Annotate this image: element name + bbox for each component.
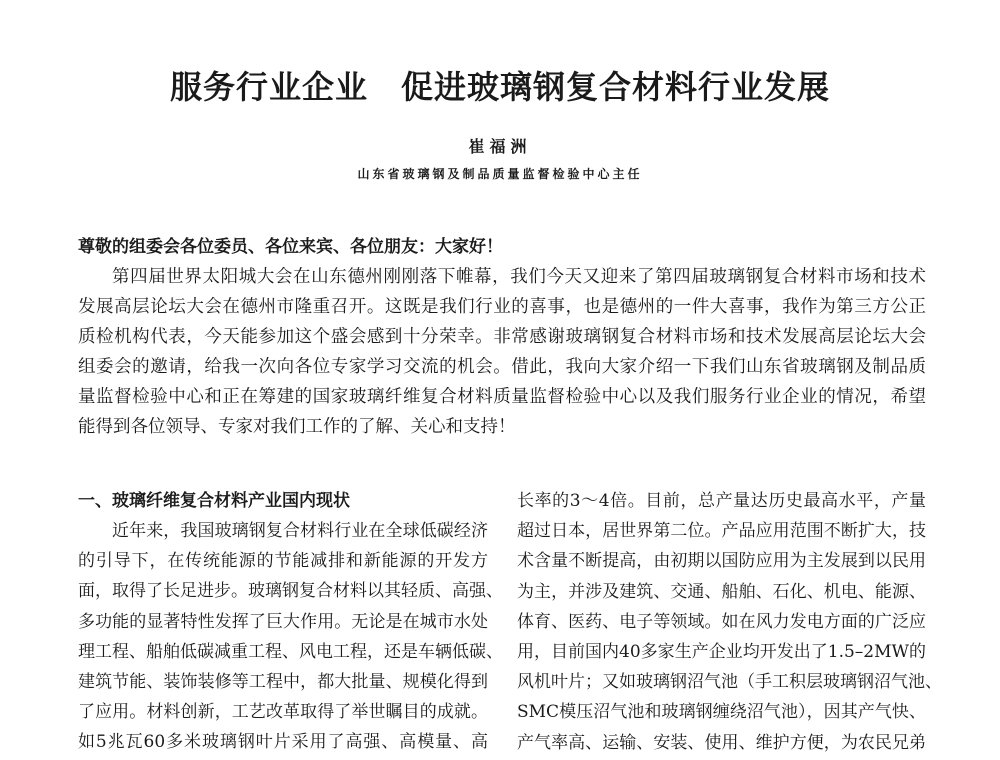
right-column	[517, 486, 942, 758]
column-line: 近年来，我国玻璃钢复合材料行业在全球低碳经济	[112, 521, 488, 541]
paragraph-line: 质检机构代表，今天能参加这个盛会感到十分荣幸。非常感谢玻璃钢复合材料市场和技术发展高层论坛大会	[78, 327, 926, 347]
column-line: 体育、医药、电子等领域。如在风力发电方面的广泛应	[517, 611, 926, 632]
article-title: 服务行业企业 促进玻璃钢复合材料行业发展	[169, 68, 830, 106]
author-name: 崔福洲	[468, 137, 532, 156]
column-line: 用，目前国内40多家生产企业均开发出了1.5–2MW的	[517, 641, 926, 662]
paragraph-line: 量监督检验中心和正在筹建的国家玻璃纤维复合材料质量监督检验中心以及我们服务行业企业的情况，希望	[78, 387, 926, 407]
column-line: SMC模压沼气池和玻璃钢缠绕沼气池），因其产气快、	[517, 702, 926, 723]
column-line: 产气率高、运输、安装、使用、维护方便，为农民兄弟	[517, 732, 926, 753]
left-column	[78, 486, 503, 758]
column-line: 理工程、船舶低碳减重工程、风电工程，还是车辆低碳、	[78, 641, 503, 662]
column-line: 面，取得了长足进步。玻璃钢复合材料以其轻质、高强、	[78, 581, 503, 602]
intro-paragraph	[78, 262, 926, 442]
column-line: 建筑节能、装饰装修等工程中，都大批量、规模化得到	[78, 671, 488, 692]
paragraph-line: 发展高层论坛大会在德州市隆重召开。这既是我们行业的喜事，也是德州的一件大喜事，我作为第三方公正	[78, 297, 926, 317]
column-line: 为主，并涉及建筑、交通、船舶、石化、机电、能源、	[517, 581, 926, 602]
column-line: 超过日本，居世界第二位。产品应用范围不断扩大，技	[517, 521, 926, 542]
column-line: 如5兆瓦60多米玻璃钢叶片采用了高强、高模量、高	[78, 732, 488, 753]
paragraph-line: 组委会的邀请，给我一次向各位专家学习交流的机会。借此，我向大家介绍一下我们山东省玻璃钢及制品质	[78, 357, 926, 377]
column-line: 长率的3～4倍。目前，总产量达历史最高水平，产量	[517, 491, 926, 511]
column-line: 风机叶片；又如玻璃钢沼气池（手工积层玻璃钢沼气池、	[517, 672, 942, 693]
column-line: 了应用。材料创新，工艺改革取得了举世瞩目的成就。	[78, 702, 488, 723]
column-line: 的引导下，在传统能源的节能减排和新能源的开发方	[78, 551, 488, 572]
paragraph-line: 第四届世界太阳城大会在山东德州刚刚落下帷幕，我们今天又迎来了第四届玻璃钢复合材料市场和技术	[112, 267, 926, 287]
column-line: 多功能的显著特性发挥了巨大作用。无论是在城市水处	[78, 611, 488, 632]
author-affiliation: 山东省玻璃钢及制品质量监督检验中心主任	[357, 167, 643, 181]
column-line: 术含量不断提高，由初期以国防应用为主发展到以民用	[517, 551, 926, 572]
section-heading: 一、玻璃纤维复合材料产业国内现状	[78, 491, 350, 511]
greeting: 尊敬的组委会各位委员、各位来宾、各位朋友：大家好！	[78, 237, 503, 257]
paragraph-line: 能得到各位领导、专家对我们工作的了解、关心和支持！	[78, 417, 516, 437]
